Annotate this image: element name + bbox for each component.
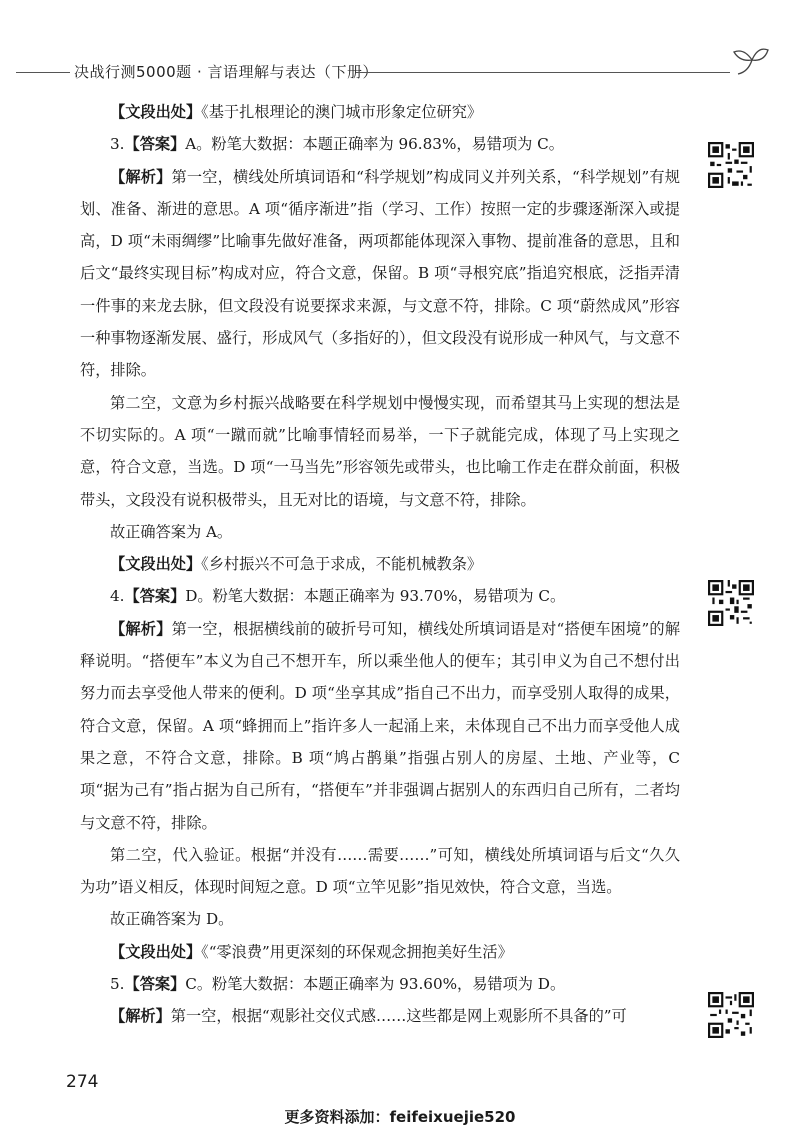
paragraph (80, 936, 680, 968)
section-tag: 【答案】 (124, 587, 186, 606)
paragraph-text: 4. (110, 587, 125, 606)
section-tag: 【文段出处】 (110, 942, 202, 961)
paragraph-text: C。粉笔大数据：本题正确率为 93.60%，易错项为 D。 (185, 975, 566, 994)
paragraph-text: 5. (110, 975, 125, 994)
paragraph-text: 《乡村振兴不可急于求成，不能机械教条》 (201, 555, 483, 574)
section-tag: 【文段出处】 (110, 555, 202, 574)
header-rule-left (16, 72, 70, 73)
paragraph-text: 故正确答案为 A。 (110, 522, 233, 541)
paragraph (80, 516, 680, 548)
paragraph (80, 161, 680, 387)
paragraph-text: 第二空，文意为乡村振兴战略要在科学规划中慢慢实现，而希望其马上实现的想法是不切实际的。A 项“一蹴而就”比喻事情轻而易举，一下子就能完成，体现了马上实现之意，符合文意，当选。D 项“一马当先”形容领先或带头，也比喻工作走在群众前面，积极带头，文段没有说积极带头，且无对比的语境，与文意不符，排除。 (80, 393, 680, 509)
page-number: 274 (66, 1072, 99, 1092)
watermark-text: 更多资料添加：feifeixuejie520 (284, 1108, 516, 1126)
section-tag: 【文段出处】 (110, 103, 202, 121)
paragraph-text: 第二空，代入验证。根据“并没有……需要……”可知，横线处所填词语与后文“久久为功”语义相反，体现时间短之意。D 项“立竿见影”指见效快，符合文意，当选。 (80, 845, 680, 897)
header-title: 决战行测5000题 · 言语理解与表达（下册） (74, 63, 378, 81)
qr-code-icon (708, 992, 754, 1038)
paragraph (80, 968, 680, 1000)
paragraph-text: A。粉笔大数据：本题正确率为 96.83%，易错项为 C。 (185, 135, 564, 154)
answer-explanation-body (80, 96, 680, 1033)
paragraph-text: 《“零浪费”用更深刻的环保观念拥抱美好生活》 (201, 942, 513, 961)
running-header (0, 58, 800, 88)
paragraph (80, 839, 680, 904)
paragraph (80, 128, 680, 160)
paragraph (80, 387, 680, 516)
paragraph-text: 3. (110, 135, 125, 154)
paragraph (80, 613, 680, 839)
paragraph (80, 96, 680, 128)
paragraph-text: 第一空，根据横线前的破折号可知，横线处所填词语是对“搭便车困境”的解释说明。“搭便车”本义为自己不想开车，所以乘坐他人的便车；其引申义为自己不想付出努力而去享受他人带来的便利。D 项“坐享其成”指自己不出力，而享受别人取得的成果，符合文意，保留。A 项“蜂拥而上”指许多人一起涌上来，未体现自己不出力而享受他人成果之意，不符合文意，排除。B 项“鸠占鹊巢”指强占别人的房屋、土地、产业等，C 项“据为己有”指占据为自己所有，“搭便车”并非强调占据别人的东西归自己所有，二者均与文意不符，排除。 (80, 619, 681, 832)
paragraph-text: 第一空，根据“观影社交仪式感……这些都是网上观影所不具备的”可 (170, 1007, 627, 1026)
paragraph (80, 580, 680, 612)
paragraph-text: 《基于扎根理论的澳门城市形象定位研究》 (201, 103, 483, 121)
paragraph-text: 第一空，横线处所填词语和“科学规划”构成同义并列关系，“科学规划”有规划、准备、渐进的意思。A 项“循序渐进”指（学习、工作）按照一定的步骤逐渐深入或提高，D 项“未雨绸缪”比喻事先做好准备，两项都能体现深入事物、提前准备的意思，且和后文“最终实现目标”构成对应，符合文意，保留。B 项“寻根究底”指追究根底，泛指弄清一件事的来龙去脉，但文段没有说要探求来源，与文意不符，排除。C 项“蔚然成风”形容一种事物逐渐发展、盛行，形成风气（多指好的），但文段没有说形成一种风气，与文意不符，排除。 (80, 167, 680, 380)
paragraph (80, 548, 680, 580)
paragraph-text: 故正确答案为 D。 (110, 910, 234, 929)
section-tag: 【答案】 (124, 135, 186, 154)
qr-code-icon (708, 142, 754, 188)
qr-code-icon (708, 580, 754, 626)
section-tag: 【答案】 (124, 975, 186, 994)
paragraph (80, 903, 680, 935)
paragraph (80, 1000, 680, 1032)
section-tag: 【解析】 (110, 619, 172, 638)
sprout-icon (730, 44, 770, 80)
section-tag: 【解析】 (110, 167, 172, 186)
paragraph-text: D。粉笔大数据：本题正确率为 93.70%，易错项为 C。 (185, 587, 566, 606)
header-rule-right (356, 72, 730, 73)
section-tag: 【解析】 (110, 1007, 171, 1026)
